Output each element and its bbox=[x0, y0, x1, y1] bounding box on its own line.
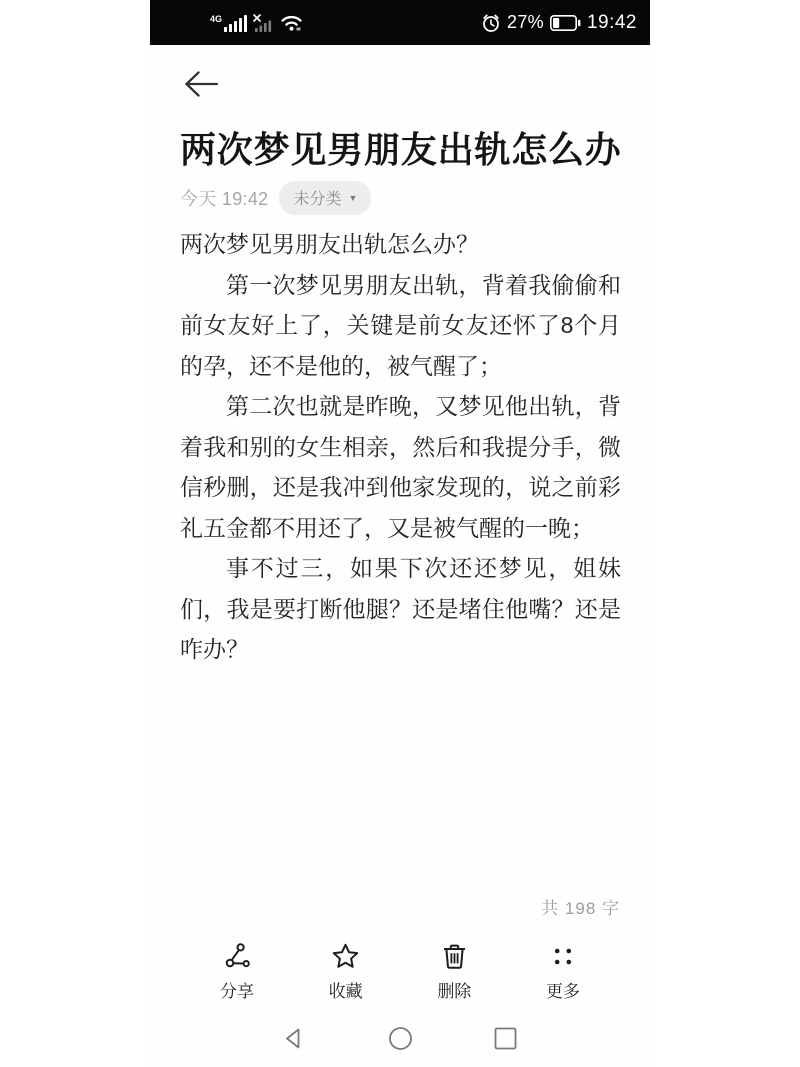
favorite-button[interactable] bbox=[310, 942, 382, 1002]
status-bar bbox=[150, 0, 650, 45]
phone-screen bbox=[150, 0, 650, 1067]
battery-percent: 27% bbox=[507, 12, 544, 32]
status-left-cluster bbox=[210, 11, 302, 35]
signal-strength-icon bbox=[224, 14, 247, 32]
back-button[interactable] bbox=[181, 66, 221, 104]
status-time: 19:42 bbox=[586, 11, 637, 33]
share-button[interactable] bbox=[201, 942, 273, 1002]
status-right-cluster bbox=[481, 12, 637, 34]
note-date: 今天 19:42 bbox=[180, 189, 269, 209]
note-paragraph: 第二次也就是昨晚，又梦见他出轨，背着我和别的女生相亲，然后和我提分手，微信秒删，还是我冲到他家发现的，说之前彩礼五金都不用还了，又是被气醒的一晚； bbox=[180, 393, 621, 541]
battery-icon bbox=[550, 15, 581, 31]
network-type-label: 4G bbox=[210, 13, 223, 24]
nav-recents-button[interactable] bbox=[492, 1025, 519, 1052]
left-arrow-icon bbox=[182, 67, 220, 101]
more-button[interactable] bbox=[527, 942, 599, 1002]
wifi-icon bbox=[281, 15, 302, 32]
more-label: 更多 bbox=[545, 982, 580, 1001]
word-count: 共 198 字 bbox=[541, 899, 620, 918]
category-selector[interactable] bbox=[279, 181, 371, 215]
note-title[interactable]: 两次梦见男朋友出轨怎么办 bbox=[180, 129, 622, 170]
bottom-toolbar bbox=[150, 942, 650, 1002]
circle-home-icon bbox=[387, 1025, 414, 1052]
sim2-no-signal-icon bbox=[253, 14, 275, 32]
favorite-label: 收藏 bbox=[328, 982, 363, 1001]
nav-back-button[interactable] bbox=[281, 1025, 308, 1052]
triangle-back-icon bbox=[281, 1025, 308, 1052]
category-label: 未分类 bbox=[293, 191, 342, 208]
system-navbar bbox=[150, 1009, 650, 1067]
square-recents-icon bbox=[492, 1025, 519, 1052]
share-icon bbox=[224, 942, 251, 970]
delete-button[interactable] bbox=[418, 942, 490, 1002]
share-label: 分享 bbox=[220, 982, 254, 1001]
note-paragraph: 第一次梦见男朋友出轨，背着我偷偷和前女友好上了，关键是前女友还怀了8个月的孕，还不是他的，被气醒了； bbox=[180, 271, 621, 379]
delete-label: 删除 bbox=[437, 982, 472, 1001]
star-icon bbox=[331, 942, 360, 970]
alarm-clock-icon bbox=[481, 13, 501, 33]
chevron-down-icon: ▼ bbox=[348, 192, 358, 203]
note-body[interactable] bbox=[180, 224, 621, 670]
trash-icon bbox=[442, 942, 467, 970]
note-paragraph: 两次梦见男朋友出轨怎么办？ bbox=[180, 231, 479, 257]
note-paragraph: 事不过三，如果下次还还梦见，姐妹们，我是要打断他腿？还是堵住他嘴？还是咋办？ bbox=[180, 555, 621, 662]
nav-home-button[interactable] bbox=[387, 1025, 414, 1052]
more-icon bbox=[549, 942, 577, 970]
note-meta-row bbox=[180, 183, 371, 213]
